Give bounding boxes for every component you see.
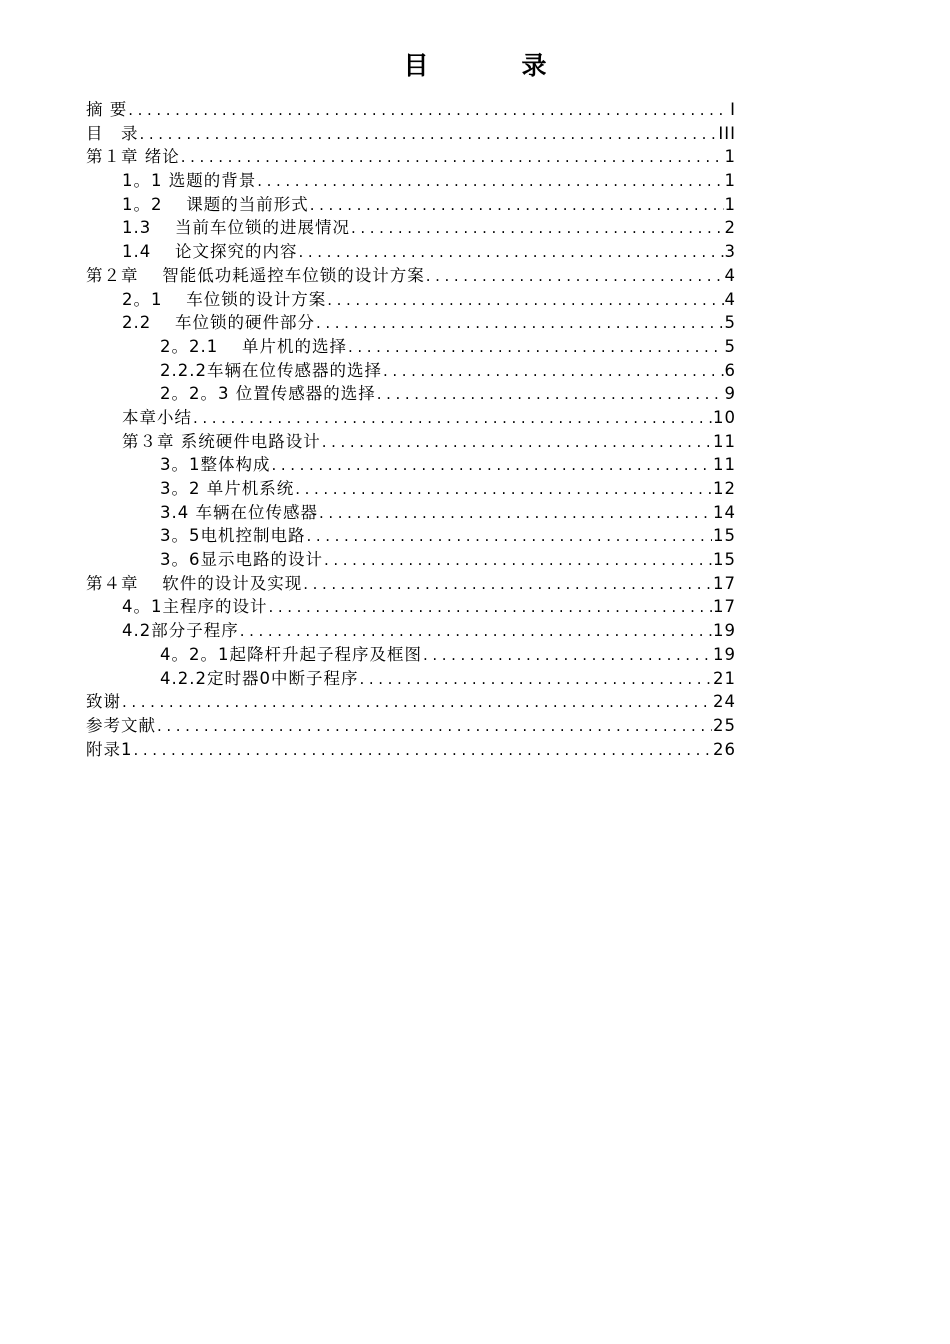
toc-entry-text: 4。1主程序的设计 [122, 597, 268, 617]
toc-entry-text: 3。2 单片机系统 [160, 479, 295, 498]
toc-entry-text: 3。1整体构成 [160, 455, 271, 475]
toc-entry-text: 4。2。1起降杆升起子程序及框图 [160, 644, 422, 664]
dot-leader [423, 644, 712, 668]
dot-leader [310, 194, 724, 218]
dot-leader [295, 478, 712, 502]
toc-entry-page: 1 [724, 194, 736, 214]
dot-leader [348, 336, 724, 360]
dot-leader [316, 312, 724, 336]
toc-entry[interactable] [86, 738, 736, 762]
toc-entry[interactable] [86, 430, 736, 454]
toc-entry-text: 第４章 软件的设计及实现 [86, 573, 303, 593]
dot-leader [272, 454, 713, 478]
toc-entry[interactable] [86, 572, 736, 596]
toc-entry[interactable] [86, 690, 736, 714]
toc-entry-page: 24 [713, 692, 736, 712]
toc-entry[interactable] [86, 98, 736, 122]
dot-leader [240, 620, 712, 644]
toc-entry[interactable] [86, 453, 736, 477]
toc-entry-text: 附录1 [86, 739, 133, 759]
dot-leader [359, 668, 712, 692]
toc-entry-page: 3 [724, 242, 736, 262]
dot-leader [193, 407, 712, 431]
toc-entry-page: 21 [713, 668, 736, 688]
dot-leader [257, 170, 723, 194]
toc-entry-page: 1 [724, 147, 736, 167]
toc-entry[interactable] [86, 359, 736, 383]
dot-leader [140, 123, 718, 147]
dot-leader [319, 502, 712, 526]
toc-entry-page: 17 [713, 573, 736, 593]
toc-entry-text: 1.4 论文探究的内容 [122, 242, 298, 262]
toc-entry-page: 15 [713, 526, 736, 546]
toc-entry-page: 15 [713, 550, 736, 570]
dot-leader [269, 596, 713, 620]
toc-entry-text: 2。2.1 单片机的选择 [160, 336, 347, 356]
toc-entry-text: 2.2.2车辆在位传感器的选择 [160, 360, 382, 380]
toc-entry-page: 2 [724, 218, 736, 238]
dot-leader [157, 715, 712, 739]
toc-entry[interactable] [86, 382, 736, 406]
toc-entry-text: 致谢 [86, 692, 121, 712]
dot-leader [122, 691, 712, 715]
toc-entry-text: 摘 要 [86, 100, 128, 119]
dot-leader [299, 241, 724, 265]
toc-entry-page: 4 [724, 265, 736, 285]
toc-entry[interactable] [86, 524, 736, 548]
toc-entry[interactable] [86, 169, 736, 193]
dot-leader [327, 289, 723, 313]
toc-entry-page: 17 [713, 597, 736, 617]
toc-entry-text: 3.4 车辆在位传感器 [160, 502, 318, 522]
toc-entry[interactable] [86, 548, 736, 572]
toc-entry-text: 第３章 系统硬件电路设计 [122, 431, 321, 451]
toc-entry[interactable] [86, 288, 736, 312]
toc-entry[interactable] [86, 643, 736, 667]
toc-entry-text: 3。6显示电路的设计 [160, 550, 323, 570]
toc-entry[interactable] [86, 714, 736, 738]
toc-entry-page: 11 [713, 431, 736, 451]
dot-leader [383, 360, 724, 384]
toc-entry-page: 1 [724, 171, 736, 191]
toc-entry[interactable] [86, 145, 736, 169]
toc-entry-page: 19 [713, 644, 736, 664]
dot-leader [134, 739, 713, 763]
toc-entry-page: 25 [713, 715, 736, 735]
toc-entry-page: 10 [713, 407, 736, 427]
toc-entry-page: 9 [724, 384, 736, 404]
dot-leader [377, 383, 724, 407]
toc-entry-page: 11 [713, 455, 736, 475]
toc-entry[interactable] [86, 193, 736, 217]
toc-entry[interactable] [86, 667, 736, 691]
toc-entry[interactable] [86, 122, 736, 146]
toc-entry-page: 26 [713, 739, 736, 759]
toc-entry-text: 2。1 车位锁的设计方案 [122, 289, 327, 309]
dot-leader [324, 549, 712, 573]
toc-entry[interactable] [86, 477, 736, 501]
toc-entry-text: 参考文献 [86, 715, 156, 735]
toc-entry-page: 12 [713, 479, 736, 498]
toc-entry-page: 19 [713, 621, 736, 641]
toc-entry[interactable] [86, 501, 736, 525]
dot-leader [307, 525, 713, 549]
toc-entry-page: 5 [724, 313, 736, 333]
dot-leader [181, 146, 724, 170]
toc-entry-page: I [730, 100, 736, 119]
toc-entry[interactable] [86, 216, 736, 240]
toc-entry[interactable] [86, 595, 736, 619]
toc-entry-page: 4 [724, 289, 736, 309]
dot-leader [128, 99, 729, 123]
toc-entry-page: 6 [724, 360, 736, 380]
dot-leader [351, 217, 724, 241]
toc-entry-page: 14 [713, 502, 736, 522]
toc-entry-text: 第２章 智能低功耗遥控车位锁的设计方案 [86, 265, 425, 285]
toc-entry-text: 2。2。3 位置传感器的选择 [160, 384, 376, 404]
toc-entry[interactable] [86, 264, 736, 288]
toc-entry-text: 本章小结 [122, 407, 192, 427]
toc-entry[interactable] [86, 406, 736, 430]
toc-entry-text: 4.2部分子程序 [122, 621, 239, 641]
toc-entry-text: 4.2.2定时器0中断子程序 [160, 668, 359, 688]
toc-entry[interactable] [86, 311, 736, 335]
toc-entry-text: 2.2 车位锁的硬件部分 [122, 313, 315, 333]
toc-entry-text: 1.3 当前车位锁的进展情况 [122, 218, 350, 238]
toc-entry[interactable] [86, 240, 736, 264]
toc-entry-page: III [718, 123, 736, 143]
toc-entry-text: 1。1 选题的背景 [122, 171, 257, 191]
toc-entry-text: 第１章 绪论 [86, 147, 180, 167]
toc-entry-text: 目 录 [86, 123, 139, 143]
toc-entry[interactable] [86, 619, 736, 643]
table-of-contents [86, 98, 736, 761]
dot-leader [322, 431, 712, 455]
toc-entry[interactable] [86, 335, 736, 359]
toc-entry-text: 3。5电机控制电路 [160, 526, 306, 546]
dot-leader [303, 573, 712, 597]
toc-entry-page: 5 [724, 336, 736, 356]
page-title: 目 录 [403, 51, 581, 80]
dot-leader [426, 265, 724, 289]
toc-entry-text: 1。2 课题的当前形式 [122, 194, 309, 214]
